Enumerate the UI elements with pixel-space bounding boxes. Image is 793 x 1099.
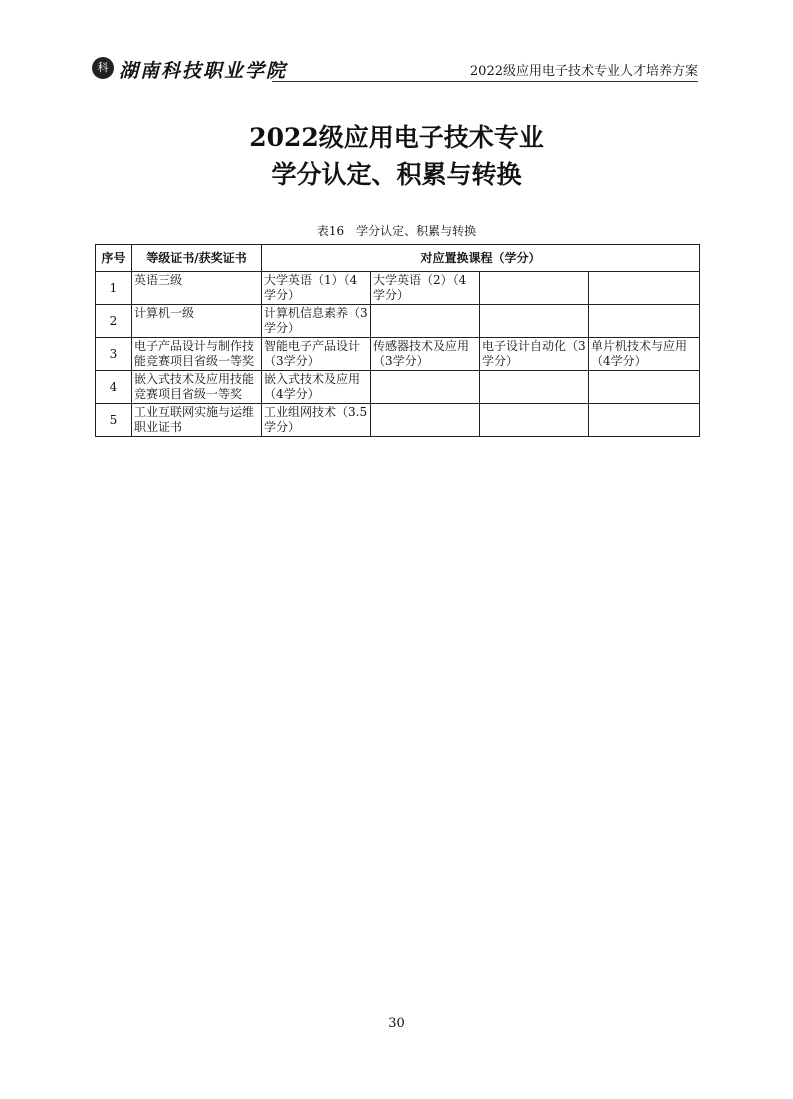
certificate-cell: 英语三级 — [132, 272, 262, 305]
page-title-line2: 学分认定、积累与转换 — [271, 160, 522, 189]
course-cell — [589, 404, 700, 437]
course-cell — [371, 371, 480, 404]
course-cell — [480, 272, 589, 305]
table-row — [96, 338, 700, 371]
row-number: 2 — [96, 305, 132, 338]
course-cell — [589, 305, 700, 338]
course-cell: 嵌入式技术及应用（4学分） — [262, 371, 371, 404]
table-caption: 表16 学分认定、积累与转换 — [316, 224, 477, 238]
course-cell: 计算机信息素养（3学分） — [262, 305, 371, 338]
course-cell: 工业组网技术（3.5学分） — [262, 404, 371, 437]
page-title-line1: 2022级应用电子技术专业 — [249, 123, 544, 152]
course-cell — [480, 371, 589, 404]
course-cell: 大学英语（2）（4学分） — [371, 272, 480, 305]
course-cell — [480, 404, 589, 437]
row-number: 4 — [96, 371, 132, 404]
course-cell — [589, 272, 700, 305]
row-number: 1 — [96, 272, 132, 305]
course-cell — [480, 305, 589, 338]
course-cell: 电子设计自动化（3学分） — [480, 338, 589, 371]
course-cell — [589, 371, 700, 404]
certificate-cell: 电子产品设计与制作技能竞赛项目省级一等奖 — [132, 338, 262, 371]
page-header — [92, 52, 698, 84]
header-certificate: 等级证书/获奖证书 — [132, 245, 262, 272]
row-number: 3 — [96, 338, 132, 371]
table-row — [96, 404, 700, 437]
table-row — [96, 371, 700, 404]
header-courses: 对应置换课程（学分） — [262, 245, 700, 272]
course-cell: 大学英语（1）（4学分） — [262, 272, 371, 305]
header-divider — [272, 81, 698, 82]
college-name-logo: 湖南科技职业学院 — [119, 60, 288, 82]
header-seq: 序号 — [96, 245, 132, 272]
course-cell — [371, 305, 480, 338]
page-number: 30 — [388, 1016, 405, 1031]
row-number: 5 — [96, 404, 132, 437]
certificate-cell: 工业互联网实施与运维职业证书 — [132, 404, 262, 437]
credit-conversion-table — [95, 244, 700, 437]
table-header-row — [96, 245, 700, 272]
certificate-cell: 嵌入式技术及应用技能竞赛项目省级一等奖 — [132, 371, 262, 404]
table-row — [96, 272, 700, 305]
header-doc-title: 2022级应用电子技术专业人才培养方案 — [469, 64, 698, 79]
table-row — [96, 305, 700, 338]
course-cell: 智能电子产品设计（3学分） — [262, 338, 371, 371]
course-cell: 传感器技术及应用（3学分） — [371, 338, 480, 371]
certificate-cell: 计算机一级 — [132, 305, 262, 338]
course-cell: 单片机技术与应用（4学分） — [589, 338, 700, 371]
course-cell — [371, 404, 480, 437]
college-logo-icon: 科 — [92, 57, 114, 79]
